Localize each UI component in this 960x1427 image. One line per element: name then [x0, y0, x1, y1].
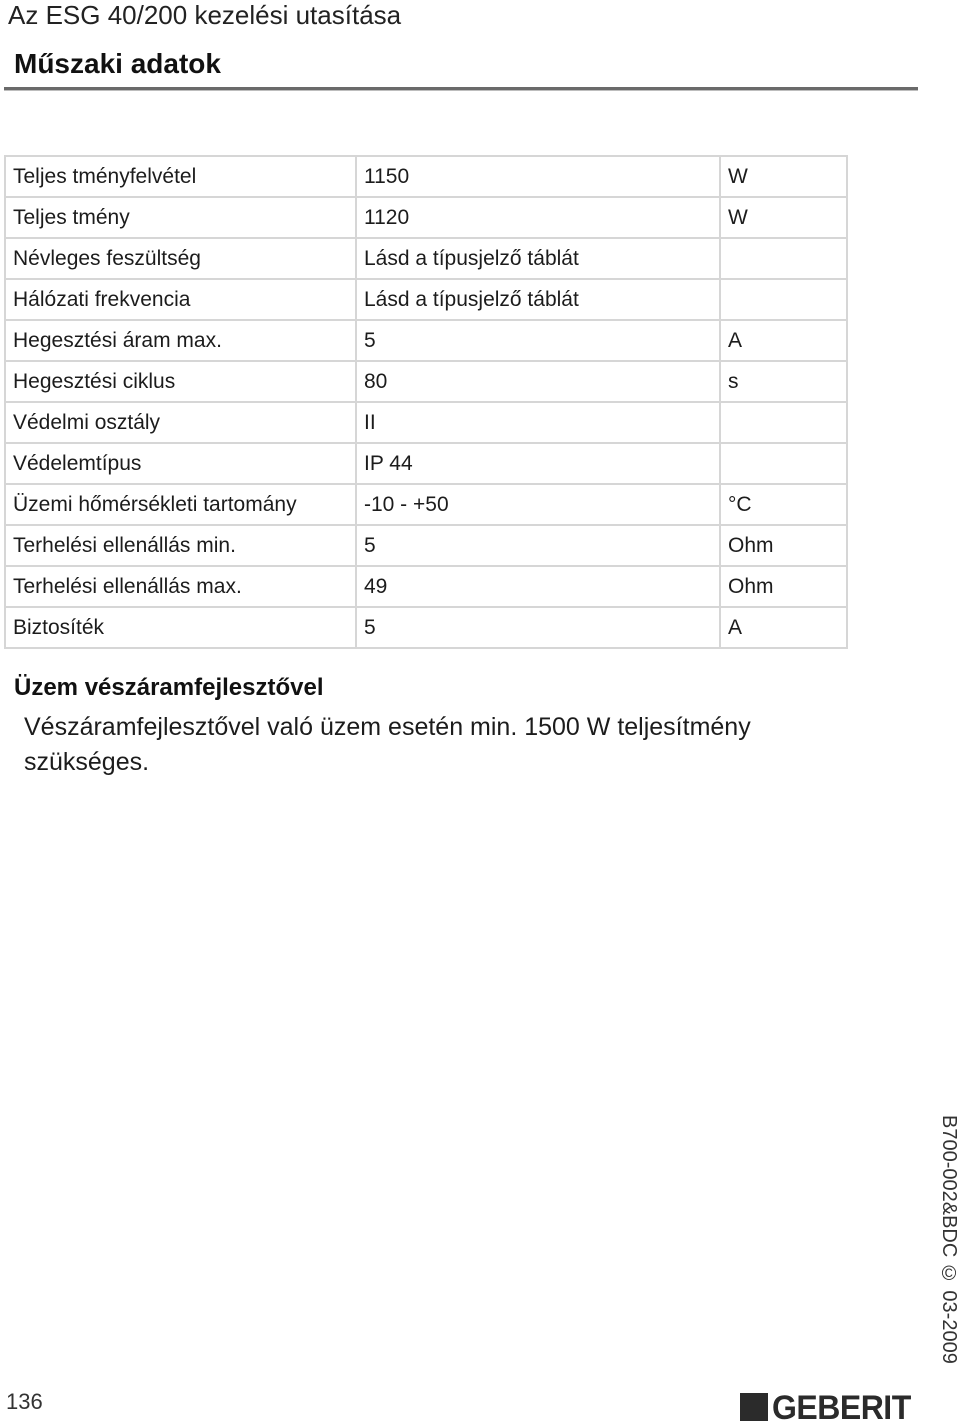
table-row	[5, 156, 847, 197]
spec-value: 80	[356, 361, 720, 402]
spec-unit: W	[720, 197, 847, 238]
table-row	[5, 279, 847, 320]
document-code: B700-002&BDC © 03-2009	[938, 1115, 960, 1364]
spec-unit	[720, 279, 847, 320]
technical-data-table	[4, 155, 848, 649]
title-divider	[4, 87, 918, 90]
spec-value: 5	[356, 320, 720, 361]
spec-unit	[720, 238, 847, 279]
spec-label: Hálózati frekvencia	[5, 279, 356, 320]
spec-label: Védelmi osztály	[5, 402, 356, 443]
document-title: Az ESG 40/200 kezelési utasítása	[8, 0, 402, 30]
table-row	[5, 197, 847, 238]
table-row	[5, 320, 847, 361]
logo-wordmark: GEBERIT	[772, 1387, 911, 1427]
spec-value: IP 44	[356, 443, 720, 484]
spec-label: Névleges feszültség	[5, 238, 356, 279]
table-row	[5, 484, 847, 525]
table-row	[5, 566, 847, 607]
spec-label: Hegesztési áram max.	[5, 320, 356, 361]
emergency-generator-text: Vészáramfejlesztővel való üzem esetén min. 1500 W teljesítmény szükséges.	[24, 713, 751, 776]
spec-label: Biztosíték	[5, 607, 356, 648]
spec-label: Üzemi hőmérsékleti tartomány	[5, 484, 356, 525]
logo-square-icon	[740, 1393, 768, 1421]
spec-label: Terhelési ellenállás max.	[5, 566, 356, 607]
table-row	[5, 361, 847, 402]
spec-label: Teljes tmény	[5, 197, 356, 238]
geberit-logo	[740, 1387, 911, 1427]
spec-value: 5	[356, 525, 720, 566]
spec-unit	[720, 443, 847, 484]
spec-value: 1150	[356, 156, 720, 197]
spec-unit	[720, 402, 847, 443]
spec-label: Terhelési ellenállás min.	[5, 525, 356, 566]
section-title: Műszaki adatok	[14, 48, 221, 79]
spec-unit: °C	[720, 484, 847, 525]
table-row	[5, 238, 847, 279]
spec-value: 5	[356, 607, 720, 648]
spec-value: 1120	[356, 197, 720, 238]
table-row	[5, 402, 847, 443]
spec-unit: s	[720, 361, 847, 402]
spec-label: Hegesztési ciklus	[5, 361, 356, 402]
table-row	[5, 525, 847, 566]
spec-label: Teljes tményfelvétel	[5, 156, 356, 197]
table-row	[5, 443, 847, 484]
spec-value: 49	[356, 566, 720, 607]
spec-value: Lásd a típusjelző táblát	[356, 238, 720, 279]
emergency-generator-heading: Üzem vészáramfejlesztővel	[14, 674, 324, 701]
spec-value: Lásd a típusjelző táblát	[356, 279, 720, 320]
table-row	[5, 607, 847, 648]
spec-unit: A	[720, 320, 847, 361]
spec-unit: W	[720, 156, 847, 197]
page-number: 136	[6, 1389, 43, 1414]
spec-value: II	[356, 402, 720, 443]
spec-unit: Ohm	[720, 566, 847, 607]
spec-unit: A	[720, 607, 847, 648]
spec-value: -10 - +50	[356, 484, 720, 525]
spec-unit: Ohm	[720, 525, 847, 566]
spec-label: Védelemtípus	[5, 443, 356, 484]
